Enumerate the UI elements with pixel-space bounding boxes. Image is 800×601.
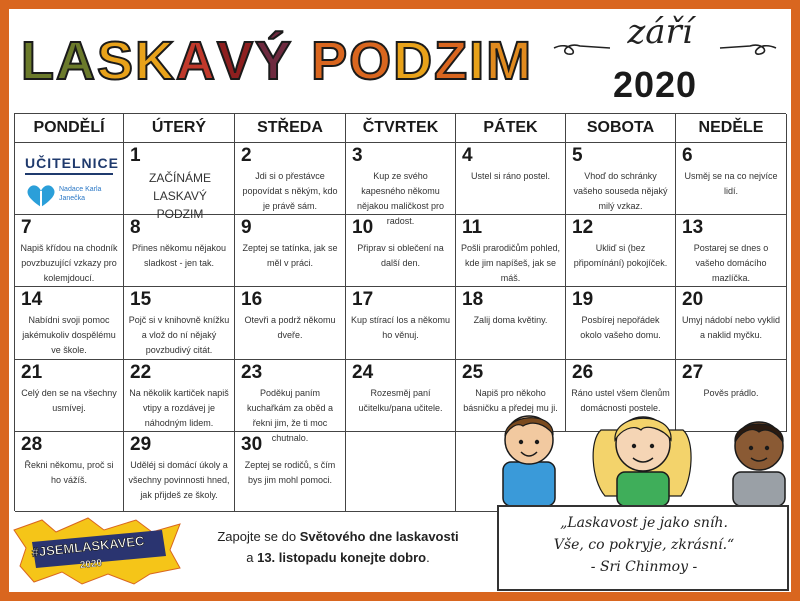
day-number: 24: [352, 362, 374, 383]
day-number: 4: [462, 145, 473, 166]
day-cell: [676, 215, 787, 287]
day-number: 30: [241, 434, 263, 455]
day-cell: [456, 215, 566, 287]
day-number: 11: [462, 217, 483, 238]
day-cell: [566, 215, 676, 287]
title-letter: M: [486, 31, 534, 91]
day-task: Na několik kartiček napiš vtipy a rozdávej je náhodným lidem.: [129, 388, 229, 428]
title-letter: P: [311, 31, 350, 91]
title-letter: V: [217, 31, 256, 91]
weekday-header: STŘEDA: [235, 114, 346, 143]
day-number: 26: [572, 362, 594, 383]
day-number: 19: [572, 289, 594, 310]
day-task: Připrav si oblečení na další den.: [357, 243, 444, 268]
weekday-header: ÚTERÝ: [124, 114, 235, 143]
day-number: 20: [682, 289, 704, 310]
day-cell: [676, 287, 787, 360]
day-task: Zalij doma květiny.: [473, 315, 548, 325]
day-task: Vhoď do schránky vašeho souseda nějaký milý vzkaz.: [573, 171, 668, 211]
day-cell: [566, 287, 676, 360]
day-task: Poděkuj paním kuchařkám za oběd a řekni jim, že ti moc chutnalo.: [246, 388, 334, 443]
weekday-header: ČTVRTEK: [346, 114, 456, 143]
promo-text: [193, 526, 483, 568]
day-cell: [124, 215, 235, 287]
month-label: září: [627, 12, 693, 52]
day-number: 9: [241, 217, 252, 238]
promo-line-1: Zapojte se do Světového dne laskavosti: [217, 529, 459, 544]
quote-author: - Sri Chinmoy -: [590, 559, 698, 575]
title-letter: I: [469, 31, 487, 91]
day-task: Celý den se na všechny usmívej.: [21, 388, 117, 413]
title-letter: K: [135, 31, 177, 91]
day-task: Postarej se dnes o vašeho domácího mazlíčka.: [693, 243, 769, 283]
logo-foundation: Nadace Karla Janečka: [59, 186, 102, 202]
day-cell: [346, 287, 456, 360]
day-number: 12: [572, 217, 594, 238]
day-cell: [15, 287, 124, 360]
day-number: 3: [352, 145, 363, 166]
day-cell: [124, 432, 235, 512]
logo-underline: [25, 173, 113, 175]
day-number: 6: [682, 145, 693, 166]
day-number: 27: [682, 362, 704, 383]
day-cell: [235, 287, 346, 360]
logo-name: UČITELNICE: [25, 155, 119, 171]
day-cell: [676, 143, 787, 215]
empty-cell: [346, 432, 456, 512]
day-task: Pojč si v knihovně knížku a vlož do ní nějaký povzbudivý citát.: [128, 315, 230, 355]
quote-text: [500, 512, 788, 578]
day-cell: [235, 143, 346, 215]
day-cell: [346, 215, 456, 287]
children-illustration: [493, 400, 793, 510]
day-cell: [124, 360, 235, 432]
day-cell: [15, 360, 124, 432]
day-number: 7: [21, 217, 32, 238]
day-cell: [124, 287, 235, 360]
day-task: Ustel si ráno postel.: [470, 171, 551, 181]
day-cell: [15, 215, 124, 287]
day-number: 22: [130, 362, 152, 383]
title-letter: L: [21, 31, 56, 91]
day-cell: [15, 432, 124, 512]
day-number: 25: [462, 362, 484, 383]
day-number: 28: [21, 434, 43, 455]
day-task: Kup stírací los a někomu ho věnuj.: [350, 315, 451, 340]
day-task: Umyj nádobí nebo vyklid a naklid myčku.: [681, 315, 781, 340]
day-task: Zeptej se rodičů, s čím bys jim mohl pomoci.: [244, 460, 336, 485]
day-number: 17: [352, 289, 374, 310]
title-letter: A: [56, 31, 97, 91]
day-task: Posbírej nepořádek okolo vašeho domu.: [580, 315, 661, 340]
day-task: Usměj se na co nejvíce lidí.: [684, 171, 778, 196]
day-cell: [566, 143, 676, 215]
title-letter: O: [349, 31, 394, 91]
heart-icon: [25, 183, 57, 209]
day-number: 10: [352, 217, 374, 238]
day-task: Uděléj si domácí úkoly a všechny povinnosti hned, jak přijdeš ze školy.: [128, 460, 230, 500]
day-cell: [456, 143, 566, 215]
weekday-header: PONDĚLÍ: [15, 114, 124, 143]
day-number: 13: [682, 217, 704, 238]
title-letter: Ý: [255, 31, 294, 91]
year-label: 2020: [612, 64, 698, 105]
day-cell: [235, 360, 346, 443]
title-letter: Z: [434, 31, 470, 91]
day-task: Napiš pro někoho básničku a předej mu ji.: [463, 388, 558, 413]
day-number: 16: [241, 289, 263, 310]
day-task: Jdi si o přestávce popovídat s někým, kdo je právě sám.: [242, 171, 338, 211]
promo-line-2: a 13. listopadu konejte dobro.: [246, 550, 430, 565]
day-number: 1: [130, 145, 141, 166]
title-letter: A: [176, 31, 218, 91]
day-number: 15: [130, 289, 152, 310]
day-task: Nabídni svoji pomoc jakémukoliv dospělému ve škole.: [22, 315, 116, 355]
day-number: 18: [462, 289, 484, 310]
day-cell: [346, 360, 456, 432]
quote-line-2: Vše, co pokryje, zkrásní.“: [553, 537, 735, 553]
day-task: Ráno ustel všem členům domácnosti postele.: [571, 388, 670, 413]
day-task: Zeptej se tatínka, jak se měl v práci.: [242, 243, 338, 268]
day-number: 8: [130, 217, 141, 238]
day-cell: [235, 432, 346, 512]
weekday-header: SOBOTA: [566, 114, 676, 143]
badge-hashtag: #JSEMLASKAVEC: [30, 533, 146, 560]
quote-line-1: „Laskavost je jako sníh.: [560, 515, 728, 531]
day-number: 5: [572, 145, 583, 166]
day-number: 21: [21, 362, 43, 383]
day-task: Kup ze svého kapesného někomu nějakou maličkost pro radost.: [356, 171, 445, 226]
day-task: Řekni někomu, proč si ho vážíš.: [24, 460, 114, 485]
day-task: Napiš křídou na chodník povzbuzující vzkazy pro kolemjdoucí.: [20, 243, 118, 283]
day-task: Pošli prarodičům pohled, kde jim napíšeš, jak se máš.: [460, 243, 561, 283]
title-letter: S: [97, 31, 136, 91]
day-task: Rozesměj paní učitelku/pana učitele.: [358, 388, 443, 413]
day-task: ZAČÍNÁME LASKAVÝ PODZIM: [148, 171, 211, 221]
day-cell: [235, 215, 346, 287]
day-number: 2: [241, 145, 252, 166]
page-title: [21, 30, 533, 92]
day-task: Otevři a podrž někomu dveře.: [244, 315, 336, 340]
day-number: 29: [130, 434, 152, 455]
logo-cell: [15, 143, 124, 215]
day-number: 23: [241, 362, 263, 383]
title-letter: D: [393, 31, 435, 91]
day-task: Ukliď si (bez připomínání) pokojíček.: [573, 243, 668, 268]
day-cell: [124, 143, 235, 221]
day-task: Pověs prádlo.: [703, 388, 759, 398]
day-number: 14: [21, 289, 43, 310]
badge-year: 2020: [79, 557, 103, 572]
day-cell: [346, 143, 456, 226]
weekday-header: PÁTEK: [456, 114, 566, 143]
day-task: Přines někomu nějakou sladkost - jen tak.: [131, 243, 227, 268]
day-cell: [456, 287, 566, 360]
weekday-header: NEDĚLE: [676, 114, 787, 143]
